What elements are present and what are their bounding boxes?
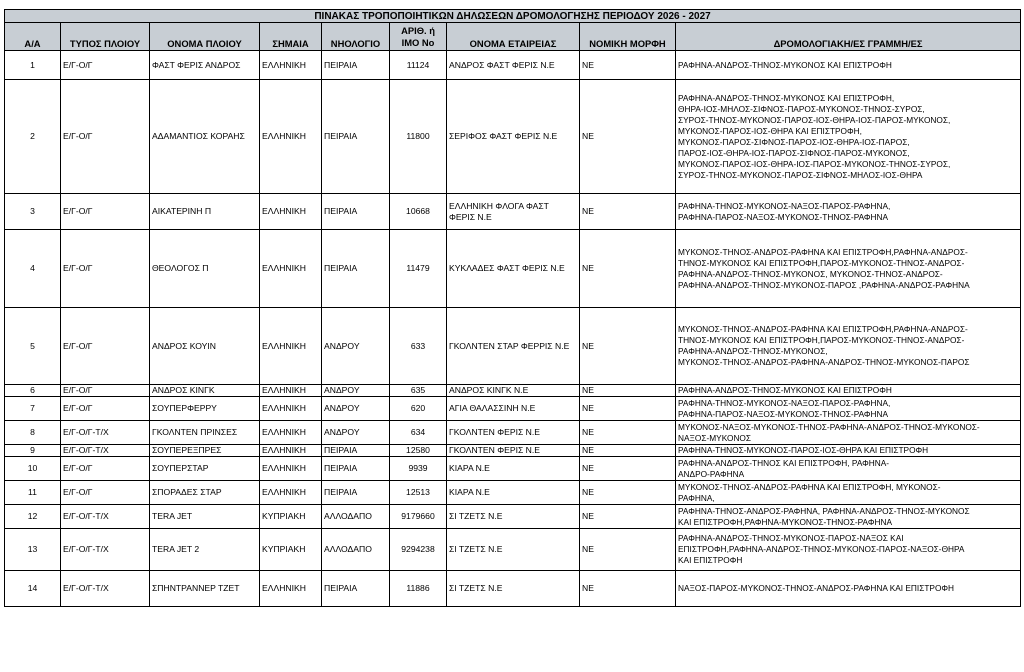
cell-flag: ΚΥΠΡΙΑΚΗ	[260, 529, 322, 571]
header-imo: ΑΡΙΘ. ή IMO No	[390, 23, 447, 51]
cell-row-number: 8	[5, 421, 61, 445]
cell-flag: ΕΛΛΗΝΙΚΗ	[260, 51, 322, 80]
cell-company-name: ΑΝΔΡΟΣ ΦΑΣΤ ΦΕΡΙΣ Ν.Ε	[447, 51, 580, 80]
cell-legal-form: ΝΕ	[580, 230, 676, 308]
cell-ship-type: Ε/Γ-Ο/Γ	[61, 230, 150, 308]
cell-registry: ΠΕΙΡΑΙΑ	[322, 80, 390, 194]
cell-flag: ΕΛΛΗΝΙΚΗ	[260, 385, 322, 397]
cell-registry: ΠΕΙΡΑΙΑ	[322, 230, 390, 308]
cell-company-name: ΓΚΟΛΝΤΕΝ ΣΤΑΡ ΦΕΡΡΙΣ Ν.Ε	[447, 308, 580, 385]
cell-ship-name: ΓΚΟΛΝΤΕΝ ΠΡΙΝΣΕΣ	[150, 421, 260, 445]
cell-registry: ΑΝΔΡΟΥ	[322, 397, 390, 421]
cell-legal-form: ΝΕ	[580, 445, 676, 457]
cell-imo-number: 635	[390, 385, 447, 397]
cell-row-number: 7	[5, 397, 61, 421]
cell-flag: ΕΛΛΗΝΙΚΗ	[260, 308, 322, 385]
cell-ship-type: Ε/Γ-Ο/Γ-Τ/Χ	[61, 505, 150, 529]
cell-routes: ΜΥΚΟΝΟΣ-ΤΗΝΟΣ-ΑΝΔΡΟΣ-ΡΑΦΗΝΑ ΚΑΙ ΕΠΙΣΤΡΟΦΗ,ΡΑΦΗΝΑ-ΑΝΔΡΟΣ- ΤΗΝΟΣ-ΜΥΚΟΝΟΣ ΚΑΙ ΕΠΙΣΤΡΟΦΗ,ΠΑΡΟΣ-ΜΥΚΟΝΟΣ-ΤΗΝΟΣ-ΑΝΔΡΟΣ- ΡΑΦΗΝΑ-ΑΝΔΡΟΣ-ΤΗΝΟΣ-ΜΥΚΟΝΟΣ, ΜΥΚΟΝΟΣ-ΤΗΝΟΣ-ΑΝΔΡΟΣ- ΡΑΦΗΝΑ-ΑΝΔΡΟΣ-ΤΗΝΟΣ-ΜΥΚΟΝΟΣ-ΠΑΡΟΣ ,ΡΑΦΗΝΑ-ΑΝΔΡΟΣ-ΡΑΦΗΝΑ	[676, 230, 1021, 308]
cell-imo-number: 10668	[390, 194, 447, 230]
cell-row-number: 9	[5, 445, 61, 457]
cell-ship-name: ΑΙΚΑΤΕΡΙΝΗ Π	[150, 194, 260, 230]
table-row	[5, 194, 1021, 230]
cell-ship-name: TERA JET 2	[150, 529, 260, 571]
table-row	[5, 571, 1021, 607]
cell-routes: ΜΥΚΟΝΟΣ-ΤΗΝΟΣ-ΑΝΔΡΟΣ-ΡΑΦΗΝΑ ΚΑΙ ΕΠΙΣΤΡΟΦΗ, ΜΥΚΟΝΟΣ- ΡΑΦΗΝΑ,	[676, 481, 1021, 505]
cell-routes: ΡΑΦΗΝΑ-ΤΗΝΟΣ-ΜΥΚΟΝΟΣ-ΝΑΞΟΣ-ΠΑΡΟΣ-ΡΑΦΗΝΑ, ΡΑΦΗΝΑ-ΠΑΡΟΣ-ΝΑΞΟΣ-ΜΥΚΟΝΟΣ-ΤΗΝΟΣ-ΡΑΦΗΝΑ	[676, 397, 1021, 421]
cell-row-number: 12	[5, 505, 61, 529]
cell-row-number: 3	[5, 194, 61, 230]
cell-row-number: 10	[5, 457, 61, 481]
cell-row-number: 6	[5, 385, 61, 397]
cell-flag: ΕΛΛΗΝΙΚΗ	[260, 80, 322, 194]
table-row	[5, 505, 1021, 529]
cell-registry: ΑΝΔΡΟΥ	[322, 385, 390, 397]
cell-imo-number: 11800	[390, 80, 447, 194]
cell-row-number: 13	[5, 529, 61, 571]
cell-legal-form: ΝΕ	[580, 308, 676, 385]
cell-row-number: 4	[5, 230, 61, 308]
table-row	[5, 421, 1021, 445]
cell-registry: ΑΝΔΡΟΥ	[322, 308, 390, 385]
cell-routes: ΡΑΦΗΝΑ-ΑΝΔΡΟΣ-ΤΗΝΟΣ-ΜΥΚΟΝΟΣ ΚΑΙ ΕΠΙΣΤΡΟΦΗ	[676, 385, 1021, 397]
cell-imo-number: 620	[390, 397, 447, 421]
cell-row-number: 1	[5, 51, 61, 80]
cell-legal-form: ΝΕ	[580, 194, 676, 230]
cell-ship-type: Ε/Γ-Ο/Γ	[61, 385, 150, 397]
cell-legal-form: ΝΕ	[580, 80, 676, 194]
cell-imo-number: 12513	[390, 481, 447, 505]
cell-ship-type: Ε/Γ-Ο/Γ	[61, 397, 150, 421]
cell-company-name: ΣΙ ΤΖΕΤΣ Ν.Ε	[447, 571, 580, 607]
cell-company-name: ΕΛΛΗΝΙΚΗ ΦΛΟΓΑ ΦΑΣΤ ΦΕΡΙΣ Ν.Ε	[447, 194, 580, 230]
cell-routes: ΡΑΦΗΝΑ-ΤΗΝΟΣ-ΜΥΚΟΝΟΣ-ΝΑΞΟΣ-ΠΑΡΟΣ-ΡΑΦΗΝΑ, ΡΑΦΗΝΑ-ΠΑΡΟΣ-ΝΑΞΟΣ-ΜΥΚΟΝΟΣ-ΤΗΝΟΣ-ΡΑΦΗΝΑ	[676, 194, 1021, 230]
cell-flag: ΕΛΛΗΝΙΚΗ	[260, 457, 322, 481]
table-row	[5, 230, 1021, 308]
cell-ship-name: ΣΟΥΠΕΡΕΞΠΡΕΣ	[150, 445, 260, 457]
cell-legal-form: ΝΕ	[580, 397, 676, 421]
routes-table	[4, 9, 1021, 607]
cell-imo-number: 9294238	[390, 529, 447, 571]
table-body	[5, 51, 1021, 607]
table-row	[5, 308, 1021, 385]
cell-imo-number: 9939	[390, 457, 447, 481]
table-title: ΠΙΝΑΚΑΣ ΤΡΟΠΟΠΟΙΗΤΙΚΩΝ ΔΗΛΩΣΕΩΝ ΔΡΟΜΟΛΟΓΗΣΗΣ ΠΕΡΙΟΔΟΥ 2026 - 2027	[5, 10, 1021, 23]
header-ship-name: ΟΝΟΜΑ ΠΛΟΙΟΥ	[150, 23, 260, 51]
cell-ship-type: Ε/Γ-Ο/Γ	[61, 308, 150, 385]
cell-legal-form: ΝΕ	[580, 571, 676, 607]
cell-imo-number: 634	[390, 421, 447, 445]
cell-company-name: ΑΓΙΑ ΘΑΛΑΣΣΙΝΗ Ν.Ε	[447, 397, 580, 421]
table-row	[5, 397, 1021, 421]
cell-routes: ΡΑΦΗΝΑ-ΑΝΔΡΟΣ-ΤΗΝΟΣ-ΜΥΚΟΝΟΣ ΚΑΙ ΕΠΙΣΤΡΟΦΗ, ΘΗΡΑ-ΙΟΣ-ΜΗΛΟΣ-ΣΙΦΝΟΣ-ΠΑΡΟΣ-ΜΥΚΟΝΟΣ-ΤΗΝΟΣ-ΣΥΡΟΣ, ΣΥΡΟΣ-ΤΗΝΟΣ-ΜΥΚΟΝΟΣ-ΠΑΡΟΣ-ΙΟΣ-ΘΗΡΑ-ΙΟΣ-ΠΑΡΟΣ-ΜΥΚΟΝΟΣ, ΜΥΚΟΝΟΣ-ΠΑΡΟΣ-ΙΟΣ-ΘΗΡΑ ΚΑΙ ΕΠΙΣΤΡΟΦΗ, ΜΥΚΟΝΟΣ-ΠΑΡΟΣ-ΣΙΦΝΟΣ-ΠΑΡΟΣ-ΙΟΣ-ΘΗΡΑ-ΙΟΣ-ΠΑΡΟΣ, ΠΑΡΟΣ-ΙΟΣ-ΘΗΡΑ-ΙΟΣ-ΠΑΡΟΣ-ΣΙΦΝΟΣ-ΠΑΡΟΣ-ΜΥΚΟΝΟΣ, ΜΥΚΟΝΟΣ-ΠΑΡΟΣ-ΙΟΣ-ΘΗΡΑ-ΙΟΣ-ΠΑΡΟΣ-ΜΥΚΟΝΟΣ-ΤΗΝΟΣ-ΣΥΡΟΣ, ΣΥΡΟΣ-ΤΗΝΟΣ-ΜΥΚΟΝΟΣ-ΠΑΡΟΣ-ΣΙΦΝΟΣ-ΜΗΛΟΣ-ΙΟΣ-ΘΗΡΑ	[676, 80, 1021, 194]
cell-ship-name: ΑΝΔΡΟΣ ΚΟΥΙΝ	[150, 308, 260, 385]
cell-ship-name: TERA JET	[150, 505, 260, 529]
cell-imo-number: 11886	[390, 571, 447, 607]
cell-ship-name: ΣΟΥΠΕΡΦΕΡΡΥ	[150, 397, 260, 421]
cell-registry: ΠΕΙΡΑΙΑ	[322, 457, 390, 481]
cell-company-name: ΣΙ ΤΖΕΤΣ Ν.Ε	[447, 505, 580, 529]
cell-imo-number: 633	[390, 308, 447, 385]
table-row	[5, 385, 1021, 397]
cell-routes: ΝΑΞΟΣ-ΠΑΡΟΣ-ΜΥΚΟΝΟΣ-ΤΗΝΟΣ-ΑΝΔΡΟΣ-ΡΑΦΗΝΑ ΚΑΙ ΕΠΙΣΤΡΟΦΗ	[676, 571, 1021, 607]
cell-company-name: ΣΙ ΤΖΕΤΣ Ν.Ε	[447, 529, 580, 571]
cell-legal-form: ΝΕ	[580, 505, 676, 529]
cell-imo-number: 11479	[390, 230, 447, 308]
table-row	[5, 529, 1021, 571]
header-ship-type: ΤΥΠΟΣ ΠΛΟΙΟΥ	[61, 23, 150, 51]
cell-company-name: ΚΙΑΡΑ Ν.Ε	[447, 457, 580, 481]
cell-ship-name: ΑΔΑΜΑΝΤΙΟΣ ΚΟΡΑΗΣ	[150, 80, 260, 194]
cell-ship-type: Ε/Γ-Ο/Γ	[61, 194, 150, 230]
cell-ship-type: Ε/Γ-Ο/Γ-Τ/Χ	[61, 571, 150, 607]
cell-row-number: 11	[5, 481, 61, 505]
cell-company-name: ΑΝΔΡΟΣ ΚΙΝΓΚ Ν.Ε	[447, 385, 580, 397]
cell-registry: ΑΛΛΟΔΑΠΟ	[322, 505, 390, 529]
cell-imo-number: 12580	[390, 445, 447, 457]
table-row	[5, 51, 1021, 80]
cell-flag: ΕΛΛΗΝΙΚΗ	[260, 194, 322, 230]
header-flag: ΣΗΜΑΙΑ	[260, 23, 322, 51]
cell-routes: ΡΑΦΗΝΑ-ΑΝΔΡΟΣ-ΤΗΝΟΣ ΚΑΙ ΕΠΙΣΤΡΟΦΗ, ΡΑΦΗΝΑ- ΑΝΔΡΟ-ΡΑΦΗΝΑ	[676, 457, 1021, 481]
cell-routes: ΜΥΚΟΝΟΣ-ΝΑΞΟΣ-ΜΥΚΟΝΟΣ-ΤΗΝΟΣ-ΡΑΦΗΝΑ-ΑΝΔΡΟΣ-ΤΗΝΟΣ-ΜΥΚΟΝΟΣ- ΝΑΞΟΣ-ΜΥΚΟΝΟΣ	[676, 421, 1021, 445]
cell-company-name: ΚΙΑΡΑ Ν.Ε	[447, 481, 580, 505]
cell-routes: ΡΑΦΗΝΑ-ΑΝΔΡΟΣ-ΤΗΝΟΣ-ΜΥΚΟΝΟΣ ΚΑΙ ΕΠΙΣΤΡΟΦΗ	[676, 51, 1021, 80]
header-legal-form: ΝΟΜΙΚΗ ΜΟΡΦΗ	[580, 23, 676, 51]
cell-flag: ΕΛΛΗΝΙΚΗ	[260, 421, 322, 445]
cell-flag: ΕΛΛΗΝΙΚΗ	[260, 481, 322, 505]
cell-ship-type: Ε/Γ-Ο/Γ-Τ/Χ	[61, 421, 150, 445]
cell-legal-form: ΝΕ	[580, 457, 676, 481]
table-row	[5, 481, 1021, 505]
cell-routes: ΜΥΚΟΝΟΣ-ΤΗΝΟΣ-ΑΝΔΡΟΣ-ΡΑΦΗΝΑ ΚΑΙ ΕΠΙΣΤΡΟΦΗ,ΡΑΦΗΝΑ-ΑΝΔΡΟΣ- ΤΗΝΟΣ-ΜΥΚΟΝΟΣ ΚΑΙ ΕΠΙΣΤΡΟΦΗ,ΠΑΡΟΣ-ΜΥΚΟΝΟΣ-ΤΗΝΟΣ-ΑΝΔΡΟΣ- ΡΑΦΗΝΑ-ΑΝΔΡΟΣ-ΤΗΝΟΣ-ΜΥΚΟΝΟΣ, ΜΥΚΟΝΟΣ-ΤΗΝΟΣ-ΑΝΔΡΟΣ-ΡΑΦΗΝΑ-ΑΝΔΡΟΣ-ΤΗΝΟΣ-ΜΥΚΟΝΟΣ-ΠΑΡΟΣ	[676, 308, 1021, 385]
cell-registry: ΑΛΛΟΔΑΠΟ	[322, 529, 390, 571]
cell-registry: ΠΕΙΡΑΙΑ	[322, 194, 390, 230]
cell-legal-form: ΝΕ	[580, 481, 676, 505]
cell-ship-type: Ε/Γ-Ο/Γ	[61, 481, 150, 505]
cell-legal-form: ΝΕ	[580, 385, 676, 397]
header-registry: ΝΗΟΛΟΓΙΟ	[322, 23, 390, 51]
cell-flag: ΕΛΛΗΝΙΚΗ	[260, 571, 322, 607]
cell-ship-name: ΣΟΥΠΕΡΣΤΑΡ	[150, 457, 260, 481]
header-company: ΟΝΟΜΑ ΕΤΑΙΡΕΙΑΣ	[447, 23, 580, 51]
cell-flag: ΚΥΠΡΙΑΚΗ	[260, 505, 322, 529]
cell-flag: ΕΛΛΗΝΙΚΗ	[260, 397, 322, 421]
table-row	[5, 445, 1021, 457]
cell-ship-name: ΦΑΣΤ ΦΕΡΙΣ ΑΝΔΡΟΣ	[150, 51, 260, 80]
cell-routes: ΡΑΦΗΝΑ-ΑΝΔΡΟΣ-ΤΗΝΟΣ-ΜΥΚΟΝΟΣ-ΠΑΡΟΣ-ΝΑΞΟΣ ΚΑΙ ΕΠΙΣΤΡΟΦΗ,ΡΑΦΗΝΑ-ΑΝΔΡΟΣ-ΤΗΝΟΣ-ΜΥΚΟΝΟΣ-ΠΑΡΟΣ-ΝΑΞΟΣ-ΘΗΡΑ ΚΑΙ ΕΠΙΣΤΡΟΦΗ	[676, 529, 1021, 571]
cell-company-name: ΚΥΚΛΑΔΕΣ ΦΑΣΤ ΦΕΡΙΣ Ν.Ε	[447, 230, 580, 308]
cell-registry: ΑΝΔΡΟΥ	[322, 421, 390, 445]
cell-registry: ΠΕΙΡΑΙΑ	[322, 571, 390, 607]
cell-registry: ΠΕΙΡΑΙΑ	[322, 51, 390, 80]
cell-ship-type: Ε/Γ-Ο/Γ-Τ/Χ	[61, 529, 150, 571]
cell-legal-form: ΝΕ	[580, 529, 676, 571]
header-row	[5, 23, 1021, 51]
table-row	[5, 80, 1021, 194]
table-row	[5, 457, 1021, 481]
cell-company-name: ΓΚΟΛΝΤΕΝ ΦΕΡΙΣ Ν.Ε	[447, 421, 580, 445]
cell-ship-name: ΣΠΟΡΑΔΕΣ ΣΤΑΡ	[150, 481, 260, 505]
cell-registry: ΠΕΙΡΑΙΑ	[322, 481, 390, 505]
cell-row-number: 14	[5, 571, 61, 607]
cell-registry: ΠΕΙΡΑΙΑ	[322, 445, 390, 457]
cell-ship-type: Ε/Γ-Ο/Γ	[61, 51, 150, 80]
cell-ship-type: Ε/Γ-Ο/Γ-Τ/Χ	[61, 445, 150, 457]
cell-imo-number: 9179660	[390, 505, 447, 529]
cell-company-name: ΣΕΡΙΦΟΣ ΦΑΣΤ ΦΕΡΙΣ Ν.Ε	[447, 80, 580, 194]
cell-routes: ΡΑΦΗΝΑ-ΤΗΝΟΣ-ΜΥΚΟΝΟΣ-ΠΑΡΟΣ-ΙΟΣ-ΘΗΡΑ ΚΑΙ ΕΠΙΣΤΡΟΦΗ	[676, 445, 1021, 457]
document-table-wrapper	[4, 9, 1020, 607]
header-aa: Α/Α	[5, 23, 61, 51]
cell-legal-form: ΝΕ	[580, 51, 676, 80]
header-routes: ΔΡΟΜΟΛΟΓΙΑΚΗ/ΕΣ ΓΡΑΜΜΗ/ΕΣ	[676, 23, 1021, 51]
cell-legal-form: ΝΕ	[580, 421, 676, 445]
cell-imo-number: 11124	[390, 51, 447, 80]
cell-routes: ΡΑΦΗΝΑ-ΤΗΝΟΣ-ΑΝΔΡΟΣ-ΡΑΦΗΝΑ, ΡΑΦΗΝΑ-ΑΝΔΡΟΣ-ΤΗΝΟΣ-ΜΥΚΟΝΟΣ ΚΑΙ ΕΠΙΣΤΡΟΦΗ,ΡΑΦΗΝΑ-ΜΥΚΟΝΟΣ-ΤΗΝΟΣ-ΡΑΦΗΝΑ	[676, 505, 1021, 529]
cell-ship-name: ΘΕΟΛΟΓΟΣ Π	[150, 230, 260, 308]
cell-company-name: ΓΚΟΛΝΤΕΝ ΦΕΡΙΣ Ν.Ε	[447, 445, 580, 457]
cell-flag: ΕΛΛΗΝΙΚΗ	[260, 230, 322, 308]
cell-flag: ΕΛΛΗΝΙΚΗ	[260, 445, 322, 457]
cell-row-number: 2	[5, 80, 61, 194]
title-row	[5, 10, 1021, 23]
cell-ship-type: Ε/Γ-Ο/Γ	[61, 80, 150, 194]
cell-row-number: 5	[5, 308, 61, 385]
cell-ship-name: ΣΠΗΝΤΡΑΝΝΕΡ ΤΖΕΤ	[150, 571, 260, 607]
cell-ship-name: ΑΝΔΡΟΣ ΚΙΝΓΚ	[150, 385, 260, 397]
cell-ship-type: Ε/Γ-Ο/Γ	[61, 457, 150, 481]
